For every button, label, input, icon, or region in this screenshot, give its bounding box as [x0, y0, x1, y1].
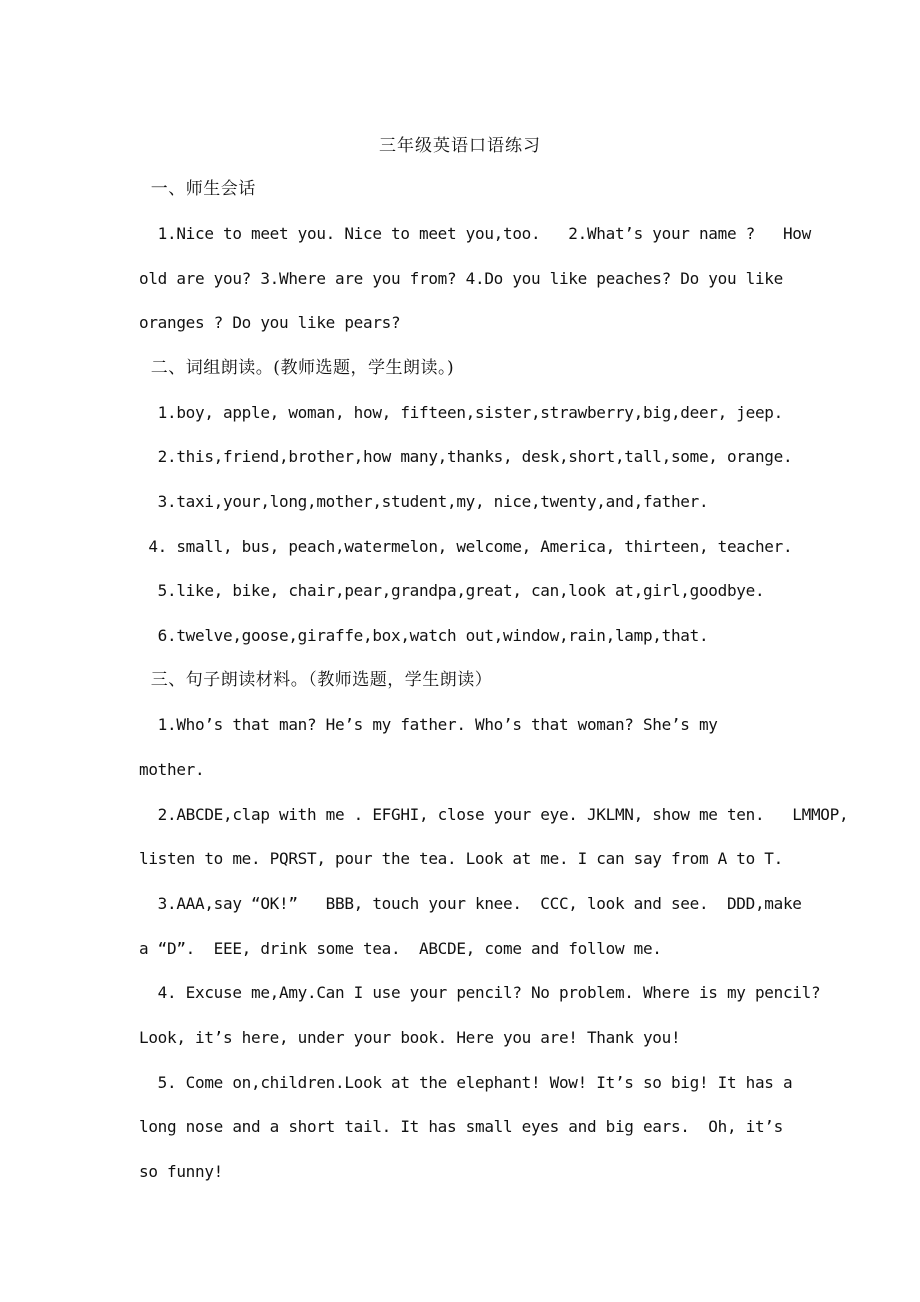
section3-line: 5. Come on,children.Look at the elephant! Wow! It’s so big! It has a: [139, 1073, 793, 1092]
section2-line: 3.taxi,your,long,mother,student,my, nice,twenty,and,father.: [139, 492, 709, 511]
section3-line: 2.ABCDE,clap with me . EFGHI, close your eye. JKLMN, show me ten. LMMOP,: [139, 805, 849, 824]
section3-line: long nose and a short tail. It has small eyes and big ears. Oh, it’s: [139, 1117, 783, 1136]
section1-line: old are you? 3.Where are you from? 4.Do you like peaches? Do you like: [139, 269, 783, 288]
section3-line: mother.: [139, 760, 205, 779]
section2-line: 5.like, bike, chair,pear,grandpa,great, can,look at,girl,goodbye.: [139, 581, 765, 600]
section1-line: 1.Nice to meet you. Nice to meet you,too. 2.What’s your name ? How: [139, 224, 811, 243]
section3-line: listen to me. PQRST, pour the tea. Look at me. I can say from A to T.: [139, 849, 783, 868]
section3-heading: 三、句子朗读材料。（教师选题，学生朗读）: [139, 670, 493, 690]
section2-line: 6.twelve,goose,giraffe,box,watch out,window,rain,lamp,that.: [139, 626, 709, 645]
section3-line: 3.AAA,say “OK!” BBB, touch your knee. CCC, look and see. DDD,make: [139, 894, 802, 913]
section2-heading: 二、词组朗读。(教师选题，学生朗读。): [139, 358, 455, 378]
section3-line: 1.Who’s that man? He’s my father. Who’s that woman? She’s my: [139, 715, 718, 734]
section3-line: a “D”. EEE, drink some tea. ABCDE, come and follow me.: [139, 939, 662, 958]
section3-line: 4. Excuse me,Amy.Can I use your pencil? No problem. Where is my pencil?: [139, 983, 821, 1002]
section2-line: 4. small, bus, peach,watermelon, welcome, America, thirteen, teacher.: [139, 537, 793, 556]
document-title: 三年级英语口语练习: [379, 136, 541, 156]
section1-line: oranges ? Do you like pears?: [139, 313, 401, 332]
section2-line: 1.boy, apple, woman, how, fifteen,sister,strawberry,big,deer, jeep.: [139, 403, 783, 422]
section1-heading: 一、师生会话: [139, 179, 256, 199]
section3-line: so funny!: [139, 1162, 223, 1181]
section3-line: Look, it’s here, under your book. Here you are! Thank you!: [139, 1028, 681, 1047]
section2-line: 2.this,friend,brother,how many,thanks, desk,short,tall,some, orange.: [139, 447, 793, 466]
